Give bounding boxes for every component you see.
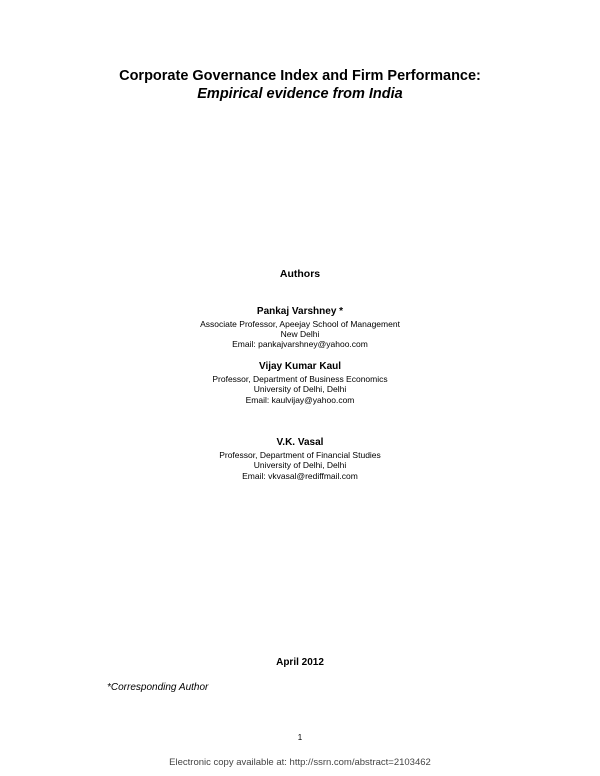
author-location: University of Delhi, Delhi — [253, 384, 347, 394]
paper-title: Corporate Governance Index and Firm Performance: — [119, 68, 481, 84]
paper-subtitle: Empirical evidence from India — [197, 86, 403, 102]
authors-heading: Authors — [279, 268, 321, 280]
author-name: Pankaj Varshney * — [256, 306, 344, 317]
page-number: 1 — [297, 733, 303, 742]
author-location: University of Delhi, Delhi — [253, 460, 347, 470]
author-email: Email: kaulvijay@yahoo.com — [245, 395, 355, 405]
corresponding-author-note: *Corresponding Author — [107, 682, 209, 693]
author-affiliation: Associate Professor, Apeejay School of Management — [200, 319, 400, 329]
author-name: V.K. Vasal — [276, 437, 324, 448]
author-location: New Delhi — [280, 329, 320, 339]
author-affiliation: Professor, Department of Business Economics — [212, 374, 388, 384]
publication-date: April 2012 — [276, 657, 324, 668]
author-name: Vijay Kumar Kaul — [258, 361, 342, 372]
author-email: Email: vkvasal@rediffmail.com — [242, 471, 358, 481]
author-affiliation: Professor, Department of Financial Studies — [219, 450, 381, 460]
footer-ssrn-link[interactable]: Electronic copy available at: http://ssrn.com/abstract=2103462 — [169, 757, 431, 768]
author-email: Email: pankajvarshney@yahoo.com — [232, 339, 368, 349]
